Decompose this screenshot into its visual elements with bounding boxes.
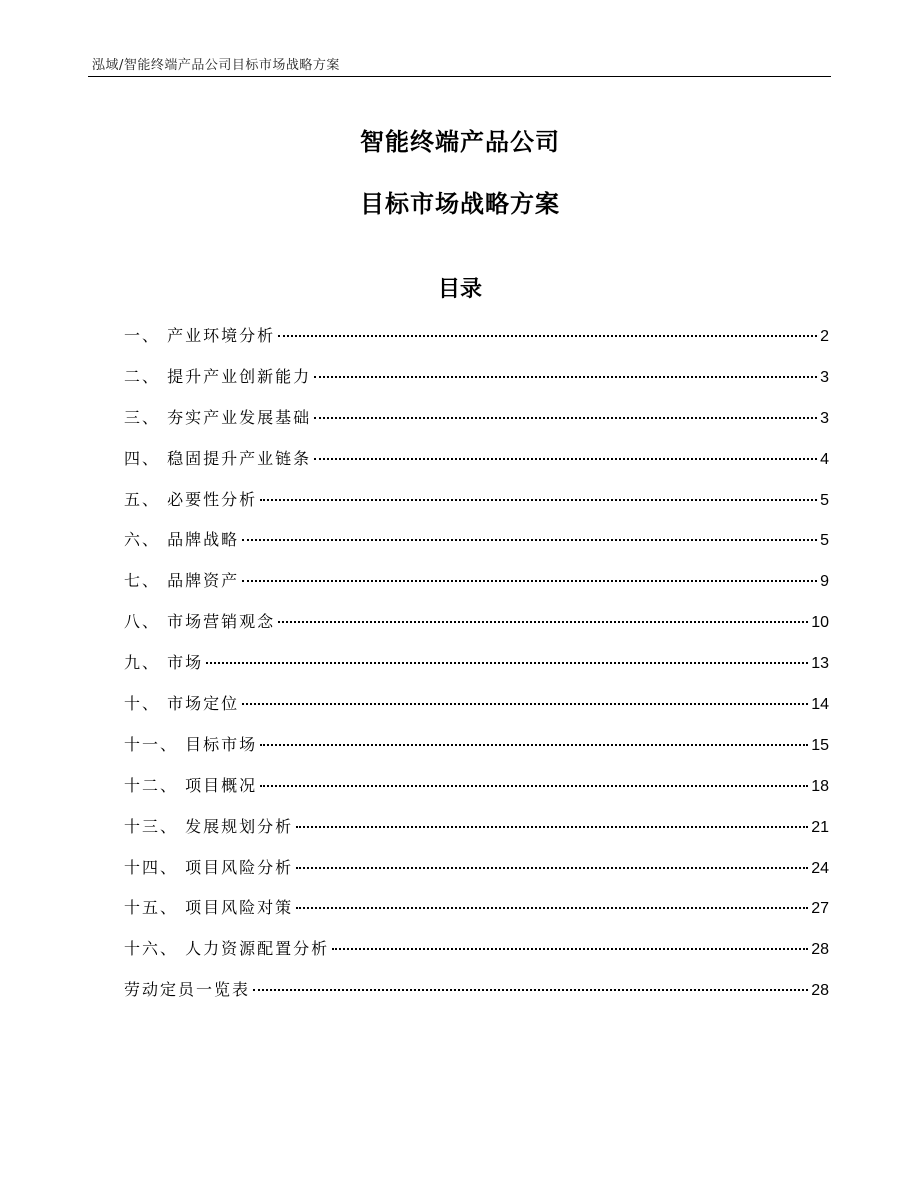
- toc-entry[interactable]: [124, 976, 829, 1017]
- toc-entry[interactable]: [124, 445, 829, 486]
- toc-dot-leader: [332, 948, 808, 950]
- toc-entry-page-number: 9: [820, 573, 829, 591]
- toc-dot-leader: [278, 621, 808, 623]
- toc-entry-page-number: 27: [811, 900, 829, 918]
- toc-entry[interactable]: [124, 486, 829, 527]
- toc-entry-page-number: 3: [820, 368, 829, 386]
- toc-entry-label: 十五、 项目风险对策: [124, 898, 294, 918]
- toc-dot-leader: [242, 703, 808, 705]
- toc-entry-page-number: 2: [820, 328, 829, 345]
- toc-dot-leader: [253, 989, 808, 991]
- toc-entry-label: 十一、 目标市场: [124, 734, 258, 754]
- toc-entry[interactable]: [124, 526, 829, 567]
- toc-dot-leader: [206, 662, 808, 664]
- toc-dot-leader: [296, 867, 808, 869]
- toc-entry-label: 劳动定员一览表: [124, 980, 251, 1000]
- toc-entry[interactable]: [124, 363, 829, 404]
- toc-entry[interactable]: [124, 813, 829, 854]
- toc-entry-label: 一、 产业环境分析: [124, 326, 276, 345]
- running-header: 泓域/智能终端产品公司目标市场战略方案: [92, 58, 340, 73]
- table-of-contents: [124, 322, 829, 1017]
- header-rule: [88, 76, 831, 77]
- toc-entry-page-number: 21: [811, 818, 829, 836]
- toc-entry-label: 十六、 人力资源配置分析: [124, 939, 330, 959]
- toc-entry[interactable]: [124, 894, 829, 935]
- toc-entry-label: 七、 品牌资产: [124, 571, 240, 591]
- toc-entry-label: 十二、 项目概况: [124, 775, 258, 795]
- toc-dot-leader: [260, 744, 808, 746]
- toc-entry-page-number: 15: [811, 736, 829, 754]
- toc-entry-page-number: 10: [811, 614, 829, 632]
- toc-entry-label: 二、 提升产业创新能力: [124, 366, 312, 386]
- toc-dot-leader: [260, 785, 808, 787]
- toc-dot-leader: [314, 458, 817, 460]
- toc-entry-page-number: 28: [811, 982, 829, 1000]
- toc-entry[interactable]: [124, 772, 829, 813]
- toc-entry-page-number: 18: [811, 777, 829, 795]
- toc-entry-label: 八、 市场营销观念: [124, 612, 276, 632]
- toc-dot-leader: [242, 539, 817, 541]
- toc-entry-page-number: 4: [820, 450, 829, 468]
- toc-dot-leader: [296, 907, 808, 909]
- toc-entry[interactable]: [124, 690, 829, 731]
- toc-entry-page-number: 24: [811, 859, 829, 877]
- toc-entry-label: 十、 市场定位: [124, 694, 240, 714]
- toc-dot-leader: [314, 417, 817, 419]
- toc-entry-page-number: 3: [820, 409, 829, 427]
- toc-entry[interactable]: [124, 322, 829, 363]
- toc-entry[interactable]: [124, 608, 829, 649]
- toc-entry-label: 三、 夯实产业发展基础: [124, 407, 312, 427]
- toc-dot-leader: [278, 335, 817, 337]
- toc-entry[interactable]: [124, 731, 829, 772]
- toc-entry-label: 十四、 项目风险分析: [124, 857, 294, 877]
- toc-entry-page-number: 28: [811, 941, 829, 959]
- toc-entry[interactable]: [124, 854, 829, 895]
- toc-entry[interactable]: [124, 404, 829, 445]
- toc-entry-label: 九、 市场: [124, 653, 204, 673]
- toc-entry[interactable]: [124, 649, 829, 690]
- toc-dot-leader: [242, 580, 817, 582]
- toc-heading: 目录: [437, 277, 482, 302]
- toc-entry-page-number: 14: [811, 696, 829, 714]
- toc-entry-page-number: 5: [820, 491, 829, 509]
- toc-dot-leader: [314, 376, 817, 378]
- document-title-line1: 智能终端产品公司: [360, 128, 560, 156]
- toc-dot-leader: [296, 826, 808, 828]
- toc-entry-label: 六、 品牌战略: [124, 530, 240, 550]
- toc-entry-page-number: 13: [811, 655, 829, 673]
- document-title-line2: 目标市场战略方案: [360, 190, 560, 218]
- toc-entry[interactable]: [124, 567, 829, 608]
- toc-entry[interactable]: [124, 935, 829, 976]
- toc-entry-label: 四、 稳固提升产业链条: [124, 448, 312, 468]
- toc-dot-leader: [260, 499, 817, 501]
- toc-entry-page-number: 5: [820, 532, 829, 550]
- toc-entry-label: 五、 必要性分析: [124, 489, 258, 509]
- toc-entry-label: 十三、 发展规划分析: [124, 816, 294, 836]
